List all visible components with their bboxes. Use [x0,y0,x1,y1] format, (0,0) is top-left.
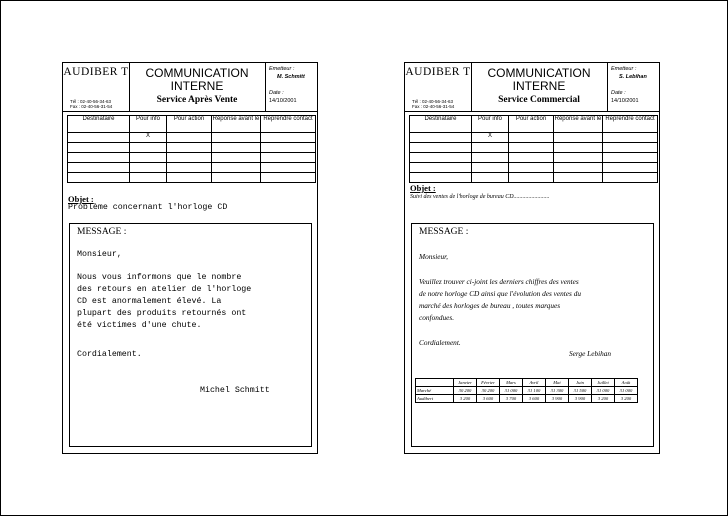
message-line: confondues. [419,313,455,322]
sales-cell: 31 000 [592,387,615,395]
table-cell [410,163,472,173]
table-cell [261,153,316,163]
sales-month: Janvier [454,379,477,387]
table-cell [472,163,509,173]
table-cell [554,143,603,153]
message-line: CD est anormalement élevé. La [77,297,222,306]
emetteur-label: Emetteur : [269,66,295,72]
memo-title-block [471,63,608,111]
table-row [410,173,658,183]
table-row [68,133,316,143]
date-value: 14/10/2001 [269,98,297,104]
table-cell [68,153,130,163]
table-cell [554,173,603,183]
table-cell [554,133,603,143]
table-cell [261,173,316,183]
message-line: été victimes d'une chute. [77,321,202,330]
th-reponse: Réponse avant le [554,116,603,133]
table-cell [212,133,261,143]
sales-month: Août [615,379,638,387]
sales-cell: 3 700 [500,395,523,403]
objet-text: Suivi des ventes de l'horloge de bureau CD........................ [410,194,550,200]
table-cell [261,163,316,173]
objet-label: Objet : [68,194,94,204]
sales-cell: 3 900 [546,395,569,403]
th-reprendre-contact: Reprendre contact [603,116,658,133]
table-cell [472,143,509,153]
table-cell [167,153,212,163]
date-label: Date : [611,90,626,96]
table-cell [472,153,509,163]
sales-month: Juin [569,379,592,387]
sales-cell: 31 000 [500,387,523,395]
table-row [68,153,316,163]
message-line: Cordialement. [77,350,142,359]
message-line: marché des horloges de bureau , toutes marques [419,301,561,310]
table-cell [261,133,316,143]
table-cell: X [472,133,509,143]
sales-cell: 30 200 [454,387,477,395]
memo-meta [265,63,317,111]
message-line: Monsieur, [419,252,448,261]
company-phone: Tél : 02-40-56-34-63 [70,99,112,104]
table-cell [68,163,130,173]
th-pour-info: Pour info [472,116,509,133]
table-cell [509,153,554,163]
memo-service: Service Commercial [498,95,580,105]
sales-month: Mai [546,379,569,387]
company-fax: Fax : 02-40-56-31-54 [70,104,113,109]
distribution-table [67,115,316,183]
sales-cell: 3 600 [477,395,500,403]
table-row [410,143,658,153]
table-cell [603,173,658,183]
date-value: 14/10/2001 [611,98,639,104]
table-row [410,153,658,163]
th-destinataire: Destinataire [68,116,130,133]
sales-row-marche [416,387,638,395]
table-cell [130,143,167,153]
th-pour-info: Pour info [130,116,167,133]
table-cell [554,153,603,163]
message-line: plupart des produits retournés ont [77,309,247,318]
table-cell [410,153,472,163]
message-line: Nous vous informons que le nombre [77,273,242,282]
table-cell [509,163,554,173]
memo-header [405,63,659,112]
th-reprendre-contact: Reprendre contact [261,116,316,133]
table-row [410,133,658,143]
company-name: AUDIBER T [405,66,471,78]
message-line: Cordialement. [419,338,461,347]
message-label: MESSAGE : [77,227,127,237]
company-name: AUDIBER T [63,66,129,78]
message-line: de notre horloge CD ainsi que l'évolution des ventes du [419,289,581,298]
sales-row-label: Marché [416,387,454,395]
table-cell [130,163,167,173]
sales-table [415,378,638,403]
memo-header [63,63,317,112]
table-cell [603,153,658,163]
emetteur-value: M. Schmitt [277,74,305,80]
sales-month: Février [477,379,500,387]
date-label: Date : [269,90,284,96]
memo-title: COMMUNICATION INTERNE [487,66,591,93]
table-cell [603,143,658,153]
table-cell [212,143,261,153]
sales-cell: 30 200 [477,387,500,395]
memo-meta [607,63,659,111]
table-cell [554,163,603,173]
table-cell [410,143,472,153]
th-destinataire: Destinataire [410,116,472,133]
message-box [411,223,654,447]
table-cell [603,163,658,173]
emetteur-label: Emetteur : [611,66,637,72]
sales-cell: 3 200 [454,395,477,403]
message-box [69,223,312,447]
distribution-table [409,115,658,183]
memo-service-apres-vente [62,62,318,454]
table-row [410,163,658,173]
table-cell [509,173,554,183]
company-fax: Fax : 02-40-56-31-54 [412,104,455,109]
table-cell [167,133,212,143]
table-row [68,143,316,153]
memo-service-commercial [404,62,660,454]
sales-row-audibert [416,395,638,403]
table-cell [212,173,261,183]
table-cell [509,143,554,153]
memo-title: COMMUNICATION INTERNE [145,66,249,93]
message-signature: Serge Lebihan [569,349,612,358]
table-cell [603,133,658,143]
message-line: Veuillez trouver ci-joint les derniers chiffres des ventes [419,277,579,286]
table-cell [261,143,316,153]
sales-cell: 31 500 [569,387,592,395]
table-row [68,173,316,183]
th-pour-action: Pour action [509,116,554,133]
sales-cell: 31 100 [523,387,546,395]
sales-row-label: Audibert [416,395,454,403]
sales-cell: 3 900 [569,395,592,403]
sales-cell: 3 200 [615,395,638,403]
company-phone: Tél : 02-40-56-34-63 [412,99,454,104]
sales-cell: 31 300 [546,387,569,395]
th-pour-action: Pour action [167,116,212,133]
table-cell [167,143,212,153]
objet-text: Problème concernant l'horloge CD [68,203,228,212]
message-line: des retours en atelier de l'horloge [77,285,252,294]
memo-service: Service Après Vente [156,95,238,105]
message-signature: Michel Schmitt [200,386,270,395]
message-label: MESSAGE : [419,227,469,237]
table-cell [167,173,212,183]
table-cell: X [130,133,167,143]
memo-title-block [129,63,266,111]
table-cell [68,143,130,153]
table-cell [472,173,509,183]
sales-month: Avril [523,379,546,387]
table-cell [212,153,261,163]
sales-corner [416,379,454,387]
sales-cell: 3 200 [592,395,615,403]
company-logo [63,63,130,111]
table-cell [410,133,472,143]
table-cell [212,163,261,173]
table-cell [509,133,554,143]
emetteur-value: S. Lebihan [619,74,647,80]
table-cell [130,153,167,163]
table-row [68,163,316,173]
company-logo [405,63,472,111]
table-cell [410,173,472,183]
objet-label: Objet : [410,183,436,193]
sales-cell: 31 000 [615,387,638,395]
sales-month: Juillet [592,379,615,387]
message-line: Monsieur, [77,250,122,259]
th-reponse: Réponse avant le [212,116,261,133]
sales-cell: 3 600 [523,395,546,403]
sales-month: Mars [500,379,523,387]
table-cell [68,133,130,143]
table-cell [130,173,167,183]
table-cell [167,163,212,173]
table-cell [68,173,130,183]
